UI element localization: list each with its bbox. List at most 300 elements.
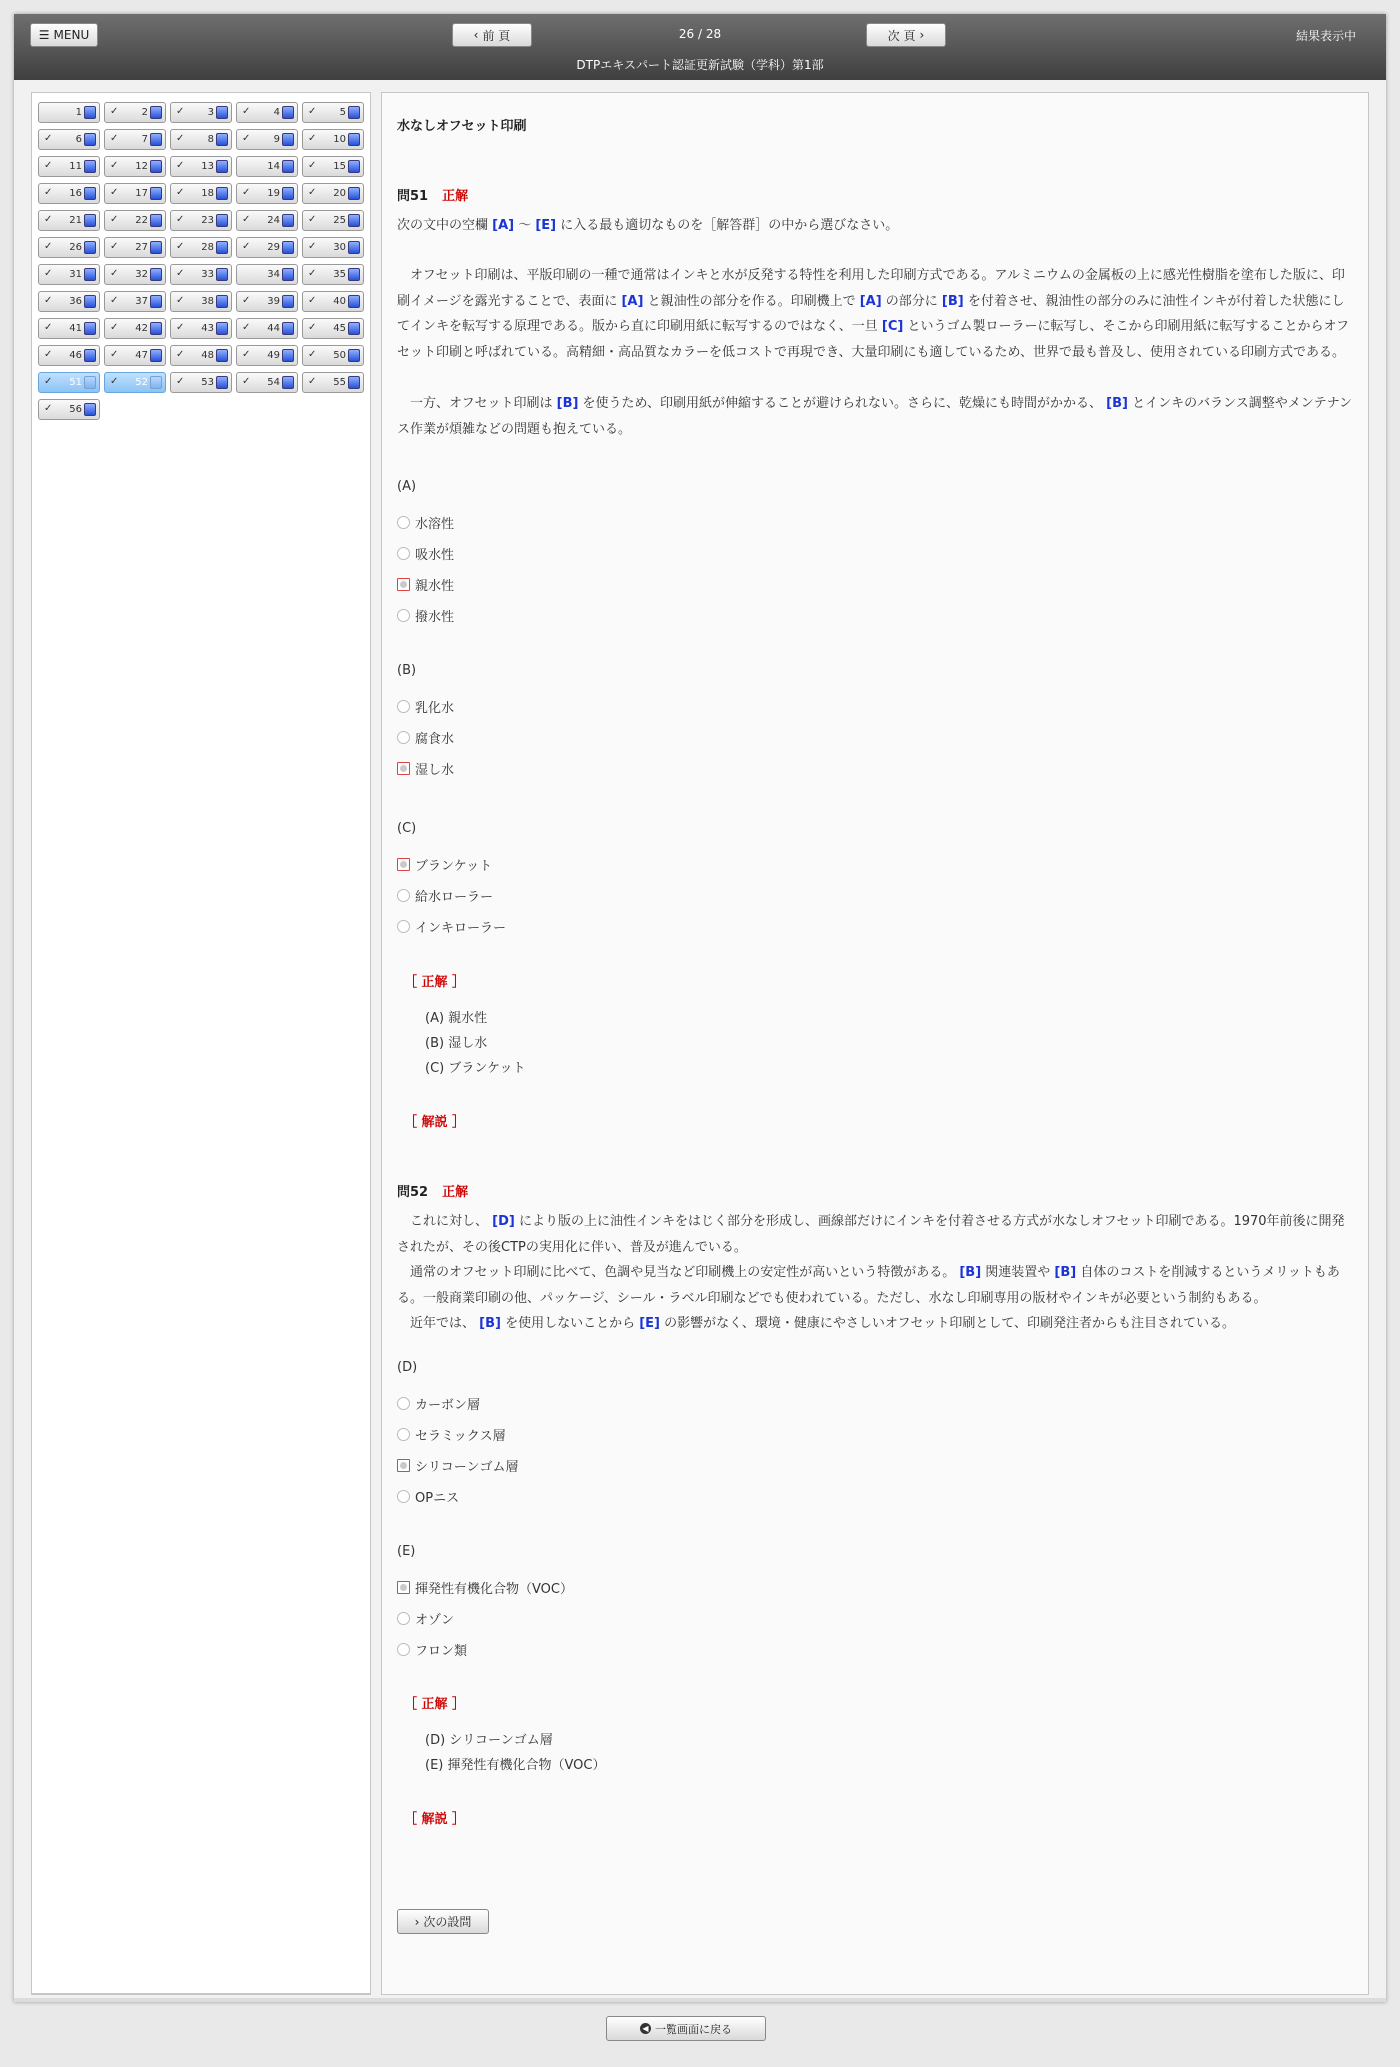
- checkmark-icon: ✓: [308, 106, 317, 117]
- blank-marker: [A]: [621, 293, 644, 309]
- bookmark-flag-icon: [150, 187, 162, 200]
- question-panel: [381, 92, 1369, 1995]
- bookmark-flag-icon: [282, 295, 294, 308]
- question-number: 13: [201, 161, 214, 172]
- checkmark-icon: ✓: [176, 106, 185, 117]
- checkmark-icon: ✓: [110, 349, 119, 360]
- checkmark-icon: ✓: [176, 160, 185, 171]
- question-number: 9: [273, 134, 280, 145]
- question-nav-button[interactable]: [38, 183, 100, 204]
- answer-option[interactable]: [397, 1609, 454, 1628]
- text-run: を使うため、印刷用紙が伸縮することが避けられない。さらに、乾燥にも時間がかかる、: [578, 396, 1107, 411]
- question-number: 25: [333, 215, 346, 226]
- question-number: 54: [267, 377, 280, 388]
- bookmark-flag-icon: [84, 268, 96, 281]
- bookmark-flag-icon: [216, 187, 228, 200]
- bookmark-flag-icon: [84, 241, 96, 254]
- question-nav-button[interactable]: [38, 102, 100, 123]
- question-nav-button[interactable]: [38, 318, 100, 339]
- q51-answer-heading: ［ 正解 ］: [404, 975, 466, 990]
- app-window: [14, 14, 1386, 2002]
- radio-icon[interactable]: [397, 731, 410, 744]
- checkmark-icon: ✓: [44, 376, 53, 387]
- question-number: 3: [207, 107, 214, 118]
- bookmark-flag-icon: [348, 376, 360, 389]
- question-number: 38: [201, 296, 214, 307]
- blank-marker: [C]: [881, 319, 904, 335]
- sub-question-label: (A): [397, 479, 417, 494]
- checkmark-icon: ✓: [242, 187, 251, 198]
- bookmark-flag-icon: [150, 214, 162, 227]
- radio-selected-icon[interactable]: [397, 1581, 410, 1594]
- question-nav-button[interactable]: [170, 156, 232, 177]
- q52-paragraph-2: [397, 1260, 1357, 1311]
- question-nav-button[interactable]: [302, 291, 364, 312]
- question-nav-button[interactable]: [236, 345, 298, 366]
- bookmark-flag-icon: [216, 106, 228, 119]
- answer-option[interactable]: [397, 513, 454, 532]
- bookmark-flag-icon: [282, 106, 294, 119]
- radio-icon[interactable]: [397, 516, 410, 529]
- question-number: 32: [135, 269, 148, 280]
- back-to-list-label: 一覧画面に戻る: [655, 2022, 732, 2036]
- question-number: 26: [69, 242, 82, 253]
- bookmark-flag-icon: [150, 160, 162, 173]
- question-nav-button[interactable]: [170, 210, 232, 231]
- bookmark-flag-icon: [348, 268, 360, 281]
- section-title: 水なしオフセット印刷: [397, 119, 527, 134]
- question-nav-button[interactable]: [170, 345, 232, 366]
- bookmark-flag-icon: [348, 187, 360, 200]
- question-nav-button[interactable]: [170, 318, 232, 339]
- radio-icon[interactable]: [397, 920, 410, 933]
- question-number: 33: [201, 269, 214, 280]
- question-grid: [38, 102, 364, 420]
- back-arrow-icon: ◀: [640, 2023, 651, 2034]
- bookmark-flag-icon: [348, 322, 360, 335]
- question-nav-button[interactable]: [302, 156, 364, 177]
- text-run: を付着させ、親油性の部分のみに油性インキが付着した状態にしてインキを転写する原理である。版から直に印刷用紙に転写するのではなく、一旦: [397, 293, 1345, 335]
- q52-answer-2: (E) 揮発性有機化合物（VOC）: [425, 1758, 606, 1773]
- question-nav-button[interactable]: [170, 102, 232, 123]
- question-number: 10: [333, 134, 346, 145]
- checkmark-icon: ✓: [110, 268, 119, 279]
- bookmark-flag-icon: [216, 214, 228, 227]
- bookmark-flag-icon: [348, 241, 360, 254]
- checkmark-icon: ✓: [176, 322, 185, 333]
- answer-option[interactable]: [397, 855, 492, 874]
- hamburger-icon: ☰: [38, 28, 50, 42]
- option-label: シリコーンゴム層: [415, 1460, 519, 1475]
- q52-answer-heading: ［ 正解 ］: [404, 1697, 466, 1712]
- option-label: 湿し水: [415, 763, 455, 778]
- question-number: 12: [135, 161, 148, 172]
- question-nav-button[interactable]: [302, 318, 364, 339]
- question-nav-button[interactable]: [38, 210, 100, 231]
- answer-option[interactable]: [397, 1456, 518, 1475]
- checkmark-icon: ✓: [44, 322, 53, 333]
- blank-marker: [E]: [535, 218, 557, 233]
- bookmark-flag-icon: [348, 133, 360, 146]
- bookmark-flag-icon: [150, 268, 162, 281]
- text-run: の影響がなく、環境・健康にやさしいオフセット印刷として、印刷発注者からも注目されている。: [659, 1316, 1236, 1331]
- q52-paragraph-3: [397, 1311, 1357, 1337]
- bookmark-flag-icon: [84, 187, 96, 200]
- next-page-label: 次 頁: [887, 28, 916, 43]
- text-run: により版の上に油性インキをはじく部分を形成し、画線部だけにインキを付着させる方式が水なしオフセット印刷である。1970年前後に開発されたが、その後CTPの実用化に伴い、普及が進んでいる。: [397, 1214, 1345, 1255]
- bookmark-flag-icon: [84, 106, 96, 119]
- radio-icon[interactable]: [397, 1397, 410, 1410]
- bookmark-flag-icon: [216, 295, 228, 308]
- question-number: 41: [69, 323, 82, 334]
- option-label: 水溶性: [415, 517, 455, 532]
- checkmark-icon: ✓: [308, 349, 317, 360]
- question-number: 47: [135, 350, 148, 361]
- text-run: これに対し、: [397, 1214, 493, 1229]
- question-number: 19: [267, 188, 280, 199]
- question-nav-button[interactable]: [170, 183, 232, 204]
- text-run: 通常のオフセット印刷に比べて、色調や見当など印刷機上の安定性が高いという特徴がある。: [397, 1265, 960, 1280]
- blank-marker: [A]: [859, 293, 882, 309]
- question-number: 44: [267, 323, 280, 334]
- checkmark-icon: ✓: [176, 133, 185, 144]
- checkmark-icon: ✓: [110, 241, 119, 252]
- bookmark-flag-icon: [84, 133, 96, 146]
- radio-icon[interactable]: [397, 1612, 410, 1625]
- question-nav-button[interactable]: [170, 264, 232, 285]
- question-number: 31: [69, 269, 82, 280]
- question-nav-button[interactable]: [302, 129, 364, 150]
- menu-button[interactable]: [30, 23, 98, 47]
- question-nav-button[interactable]: [38, 291, 100, 312]
- question-number: 2: [141, 107, 148, 118]
- bookmark-flag-icon: [216, 349, 228, 362]
- answer-option[interactable]: [397, 544, 454, 563]
- question-number: 14: [267, 161, 280, 172]
- option-label: 腐食水: [415, 732, 455, 747]
- q51-answer-2: (B) 湿し水: [425, 1036, 488, 1051]
- checkmark-icon: ✓: [242, 241, 251, 252]
- checkmark-icon: ✓: [110, 187, 119, 198]
- checkmark-icon: ✓: [176, 295, 185, 306]
- question-nav-button[interactable]: [38, 237, 100, 258]
- option-label: フロン類: [415, 1644, 468, 1659]
- radio-icon[interactable]: [397, 1428, 410, 1441]
- question-nav-button[interactable]: [236, 210, 298, 231]
- question-nav-button[interactable]: [236, 129, 298, 150]
- checkmark-icon: ✓: [308, 376, 317, 387]
- option-label: 揮発性有機化合物（VOC）: [415, 1582, 573, 1597]
- question-nav-button[interactable]: [104, 237, 166, 258]
- question-number: 29: [267, 242, 280, 253]
- bookmark-flag-icon: [216, 160, 228, 173]
- answer-option[interactable]: [397, 886, 493, 905]
- question-nav-button[interactable]: [170, 129, 232, 150]
- question-number: 24: [267, 215, 280, 226]
- chevron-right-icon: ›: [414, 1914, 420, 1929]
- question-number: 56: [69, 404, 82, 415]
- question-number: 18: [201, 188, 214, 199]
- question-nav-button[interactable]: [236, 102, 298, 123]
- exam-title: DTPエキスパート認証更新試験（学科）第1部: [576, 58, 824, 72]
- bookmark-flag-icon: [84, 376, 96, 389]
- question-nav-button[interactable]: [38, 399, 100, 420]
- question-nav-button[interactable]: [104, 129, 166, 150]
- text-run: 近年では、: [397, 1316, 480, 1331]
- content-area: [14, 80, 1386, 1998]
- option-label: 親水性: [415, 579, 455, 594]
- bookmark-flag-icon: [150, 106, 162, 119]
- bookmark-flag-icon: [282, 268, 294, 281]
- question-number: 55: [333, 377, 346, 388]
- question-nav-button[interactable]: [104, 291, 166, 312]
- bookmark-flag-icon: [216, 133, 228, 146]
- question-number: 43: [201, 323, 214, 334]
- bookmark-flag-icon: [150, 133, 162, 146]
- question-nav-button[interactable]: [38, 345, 100, 366]
- q52-number: 問52: [397, 1185, 429, 1200]
- radio-selected-icon[interactable]: [397, 1459, 410, 1472]
- text-run: というゴム製ローラーに転写し、そこから印刷用紙に転写することからオフセット印刷と呼ばれている。高精細・高品質なカラーを低コストで再現でき、大量印刷にも適しているため、世界で最も普及し、使用されている印刷方式である。: [397, 319, 1350, 360]
- blank-marker: [B]: [941, 293, 964, 309]
- q52-answer-1: (D) シリコーンゴム層: [425, 1733, 553, 1748]
- question-nav-button[interactable]: [38, 156, 100, 177]
- question-nav-button[interactable]: [104, 264, 166, 285]
- question-nav-button[interactable]: [170, 372, 232, 393]
- question-nav-button[interactable]: [170, 291, 232, 312]
- checkmark-icon: ✓: [44, 349, 53, 360]
- checkmark-icon: ✓: [176, 241, 185, 252]
- checkmark-icon: ✓: [308, 160, 317, 171]
- answer-option[interactable]: [397, 606, 454, 625]
- answer-option[interactable]: [397, 697, 454, 716]
- question-nav-button[interactable]: [38, 372, 100, 393]
- question-number: 1: [75, 107, 82, 118]
- bookmark-flag-icon: [84, 403, 96, 416]
- checkmark-icon: ✓: [176, 268, 185, 279]
- option-label: 吸水性: [415, 548, 455, 563]
- blank-marker: [B]: [556, 396, 579, 411]
- blank-marker: [B]: [1106, 396, 1128, 411]
- q51-answer-1: (A) 親水性: [425, 1011, 488, 1026]
- q52-explanation-heading: ［ 解説 ］: [404, 1812, 466, 1827]
- question-nav-button[interactable]: [236, 291, 298, 312]
- question-number: 6: [75, 134, 82, 145]
- question-number: 15: [333, 161, 346, 172]
- question-number: 49: [267, 350, 280, 361]
- checkmark-icon: ✓: [44, 160, 53, 171]
- answer-option[interactable]: [397, 728, 454, 747]
- checkmark-icon: ✓: [242, 106, 251, 117]
- question-nav-button[interactable]: [104, 345, 166, 366]
- radio-icon[interactable]: [397, 609, 410, 622]
- blank-marker: [B]: [1054, 1265, 1077, 1280]
- text-run: 次の文中の空欄: [397, 218, 493, 233]
- checkmark-icon: ✓: [176, 214, 185, 225]
- text-run: 自体のコストを削減するというメリットもある。一般商業印刷の他、パッケージ、シール・ラベル印刷などでも使われている。ただし、水なし印刷専用の版材やインキが必要という制約もある。: [397, 1265, 1340, 1306]
- question-nav-button[interactable]: [38, 129, 100, 150]
- radio-icon[interactable]: [397, 1490, 410, 1503]
- checkmark-icon: ✓: [110, 322, 119, 333]
- question-nav-button[interactable]: [236, 183, 298, 204]
- prev-page-button[interactable]: [452, 23, 532, 47]
- bookmark-flag-icon: [150, 322, 162, 335]
- checkmark-icon: ✓: [242, 376, 251, 387]
- q51-answer-3: (C) ブランケット: [425, 1061, 526, 1076]
- checkmark-icon: ✓: [44, 241, 53, 252]
- option-label: オゾン: [415, 1613, 455, 1628]
- answer-option[interactable]: [397, 1578, 573, 1597]
- answer-option[interactable]: [397, 1425, 506, 1444]
- q52-paragraph-1: [397, 1209, 1357, 1260]
- text-run: 一方、オフセット印刷は: [397, 396, 557, 411]
- next-question-button[interactable]: [397, 1909, 489, 1934]
- text-run: 関連装置や: [981, 1265, 1055, 1280]
- question-nav-button[interactable]: [236, 264, 298, 285]
- question-number: 23: [201, 215, 214, 226]
- menu-label: MENU: [53, 28, 90, 42]
- text-run: 〜: [514, 218, 536, 233]
- radio-selected-icon[interactable]: [397, 762, 410, 775]
- bookmark-flag-icon: [282, 187, 294, 200]
- question-number: 37: [135, 296, 148, 307]
- answer-option[interactable]: [397, 759, 454, 778]
- bookmark-flag-icon: [84, 322, 96, 335]
- checkmark-icon: ✓: [110, 214, 119, 225]
- sub-question-label: (E): [397, 1544, 416, 1559]
- question-nav-button[interactable]: [104, 102, 166, 123]
- question-nav-button[interactable]: [104, 210, 166, 231]
- bookmark-flag-icon: [282, 376, 294, 389]
- question-number: 34: [267, 269, 280, 280]
- q51-paragraph-2: [397, 391, 1357, 442]
- answer-option[interactable]: [397, 1487, 459, 1506]
- question-nav-button[interactable]: [104, 156, 166, 177]
- question-number: 50: [333, 350, 346, 361]
- question-number: 27: [135, 242, 148, 253]
- bookmark-flag-icon: [282, 349, 294, 362]
- question-number: 16: [69, 188, 82, 199]
- question-nav-button[interactable]: [170, 237, 232, 258]
- text-run: オフセット印刷は、平版印刷の一種で通常はインキと水が反発する特性を利用した印刷方式である。アルミニウムの金属板の上に感光性樹脂を塗布した版に、印刷イメージを露光することで、表面に: [397, 268, 1345, 309]
- radio-selected-icon[interactable]: [397, 578, 410, 591]
- checkmark-icon: ✓: [308, 133, 317, 144]
- blank-marker: [D]: [492, 1214, 515, 1229]
- question-number: 20: [333, 188, 346, 199]
- question-number: 22: [135, 215, 148, 226]
- question-nav-button[interactable]: [104, 372, 166, 393]
- bookmark-flag-icon: [282, 241, 294, 254]
- question-number: 42: [135, 323, 148, 334]
- question-nav-button[interactable]: [236, 156, 298, 177]
- question-nav-button[interactable]: [104, 183, 166, 204]
- checkmark-icon: ✓: [176, 349, 185, 360]
- q52-header: [397, 1181, 468, 1200]
- question-nav-button[interactable]: [302, 264, 364, 285]
- answer-option[interactable]: [397, 1394, 480, 1413]
- question-number: 48: [201, 350, 214, 361]
- q51-explanation-heading: ［ 解説 ］: [404, 1115, 466, 1130]
- radio-icon[interactable]: [397, 889, 410, 902]
- question-nav-button[interactable]: [302, 345, 364, 366]
- question-number: 39: [267, 296, 280, 307]
- bookmark-flag-icon: [348, 106, 360, 119]
- header-bar: [14, 14, 1386, 80]
- question-nav-button[interactable]: [302, 183, 364, 204]
- question-number: 53: [201, 377, 214, 388]
- bookmark-flag-icon: [84, 214, 96, 227]
- question-number: 51: [69, 377, 82, 388]
- checkmark-icon: ✓: [308, 268, 317, 279]
- bookmark-flag-icon: [282, 160, 294, 173]
- radio-selected-icon[interactable]: [397, 858, 410, 871]
- blank-marker: [E]: [639, 1316, 660, 1331]
- chevron-right-icon: ›: [919, 28, 925, 42]
- question-number: 40: [333, 296, 346, 307]
- option-label: インキローラー: [415, 921, 507, 936]
- answer-option[interactable]: [397, 1640, 467, 1659]
- blank-marker: [B]: [479, 1316, 501, 1331]
- option-label: ブランケット: [415, 859, 493, 874]
- checkmark-icon: ✓: [308, 322, 317, 333]
- q51-instruction: [397, 213, 1357, 239]
- q51-header: [397, 185, 468, 204]
- next-question-label: 次の設問: [423, 1915, 472, 1929]
- bookmark-flag-icon: [348, 349, 360, 362]
- q52-result: 正解: [442, 1185, 469, 1200]
- text-run: と親油性の部分を作る。印刷機上で: [643, 293, 860, 309]
- question-nav-button[interactable]: [104, 318, 166, 339]
- question-nav-button[interactable]: [236, 318, 298, 339]
- sub-question-label: (B): [397, 663, 417, 678]
- option-label: セラミックス層: [415, 1429, 506, 1444]
- blank-marker: [B]: [959, 1265, 982, 1280]
- checkmark-icon: ✓: [44, 187, 53, 198]
- radio-icon[interactable]: [397, 1643, 410, 1656]
- chevron-left-icon: ‹: [473, 28, 479, 42]
- checkmark-icon: ✓: [308, 241, 317, 252]
- answer-option[interactable]: [397, 575, 454, 594]
- question-nav-button[interactable]: [38, 264, 100, 285]
- question-nav-button[interactable]: [236, 372, 298, 393]
- checkmark-icon: ✓: [110, 106, 119, 117]
- back-to-list-button[interactable]: [606, 2016, 766, 2041]
- question-nav-button[interactable]: [302, 210, 364, 231]
- text-run: を使用しないことから: [500, 1316, 640, 1331]
- question-number: 17: [135, 188, 148, 199]
- answer-option[interactable]: [397, 917, 506, 936]
- checkmark-icon: ✓: [242, 133, 251, 144]
- checkmark-icon: ✓: [242, 214, 251, 225]
- option-label: 乳化水: [415, 701, 455, 716]
- next-page-button[interactable]: [866, 23, 946, 47]
- checkmark-icon: ✓: [110, 376, 119, 387]
- bookmark-flag-icon: [348, 214, 360, 227]
- blank-marker: [A]: [492, 218, 515, 233]
- checkmark-icon: ✓: [44, 295, 53, 306]
- option-label: 給水ローラー: [415, 890, 494, 905]
- question-number: 4: [273, 107, 280, 118]
- question-nav-button[interactable]: [302, 237, 364, 258]
- question-nav-button[interactable]: [302, 102, 364, 123]
- bookmark-flag-icon: [282, 133, 294, 146]
- q51-number: 問51: [397, 189, 429, 204]
- radio-icon[interactable]: [397, 700, 410, 713]
- bookmark-flag-icon: [150, 241, 162, 254]
- question-nav-button[interactable]: [302, 372, 364, 393]
- question-nav-button[interactable]: [236, 237, 298, 258]
- radio-icon[interactable]: [397, 547, 410, 560]
